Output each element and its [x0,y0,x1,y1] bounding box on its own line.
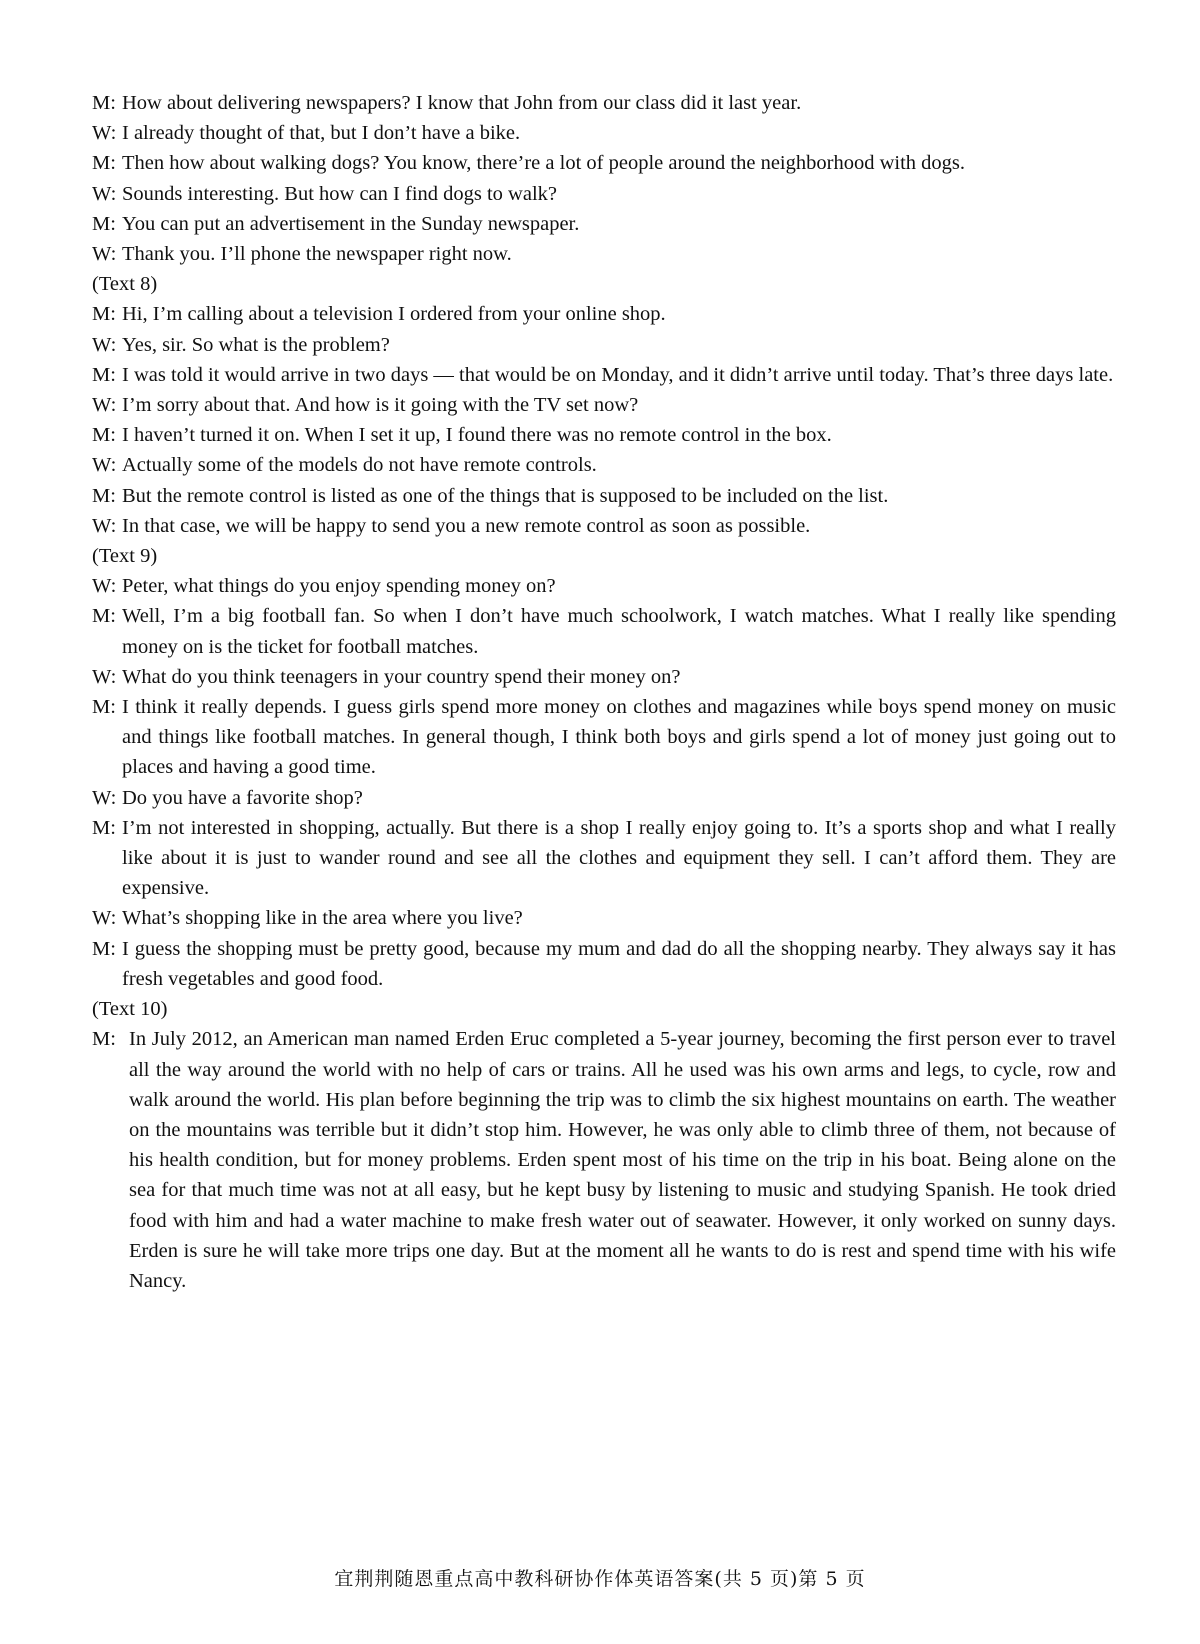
dialogue-line [92,783,1116,813]
speaker-label: W: [92,243,117,266]
dialogue-text: In that case, we will be happy to send you a new remote control as soon as possible. [122,514,811,537]
section-heading: (Text 10) [92,998,168,1021]
speaker-label: M: [92,816,116,839]
speaker-label: M: [92,92,116,114]
transcript [92,88,1116,1296]
speaker-label: M: [92,152,116,175]
dialogue-line [92,420,1116,450]
dialogue-text: Hi, I’m calling about a television I ordered from your online shop. [122,303,666,326]
dialogue-text: I’m not interested in shopping, actually. But there is a shop I really enjoy going to. It’s a sports shop and what I really like about it is just to wander round and see all the clothes and equipment they sell. I can’t afford them. They are expensive. [122,816,1116,900]
speaker-label: W: [92,454,117,477]
dialogue-text: Sounds interesting. But how can I find dogs to walk? [122,182,558,205]
dialogue-line [92,330,1116,360]
speaker-label: M: [92,363,116,386]
dialogue-text: I’m sorry about that. And how is it going with the TV set now? [122,394,639,417]
dialogue-text: Thank you. I’ll phone the newspaper right now. [122,243,512,266]
dialogue-text: Peter, what things do you enjoy spending money on? [122,575,556,598]
section-heading: (Text 9) [92,545,158,568]
dialogue-text: In July 2012, an American man named Erden Eruc completed a 5-year journey, becoming the first person ever to travel all the way around the world with no help of cars or trains. All he used was his own arms and legs, to cycle, row and walk around the world. His plan before beginning the trip was to climb the six highest mountains on earth. The weather on the mountains was terrible but it didn’t stop him. However, he was only able to climb three of them, not because of his health condition, but for money problems. Erden spent most of his time on the trip in his boat. Being alone on the sea for that much time was not at all easy, but he kept busy by listening to music and studying Spanish. He took dried food with him and had a water machine to make fresh water out of seawater. However, it only worked on sunny days. Erden is sure he will take more trips one day. But at the moment all he wants to do is rest and spend time with his wife Nancy. [129,1028,1116,1292]
dialogue-line [92,571,1116,601]
speaker-label: W: [92,665,117,688]
speaker-label: W: [92,514,117,537]
page-footer: 宜荆荆随恩重点高中教科研协作体英语答案(共 5 页)第 5 页 [334,1568,866,1590]
dialogue-line [92,209,1116,239]
dialogue-text: Yes, sir. So what is the problem? [122,333,390,356]
dialogue-text: But the remote control is listed as one of the things that is supposed to be included on the list. [122,484,889,507]
speaker-label: W: [92,907,117,930]
dialogue-line [92,662,1116,692]
speaker-label: M: [92,303,116,326]
dialogue-line [92,118,1116,148]
speaker-label: M: [92,212,116,235]
dialogue-text: I already thought of that, but I don’t have a bike. [122,122,521,145]
dialogue-text: Actually some of the models do not have remote controls. [122,454,597,477]
dialogue-text: How about delivering newspapers? I know that John from our class did it last year. [122,92,802,114]
dialogue-line [92,239,1116,269]
dialogue-text: Well, I’m a big football fan. So when I don’t have much schoolwork, I watch matches. What I really like spending money on is the ticket for football matches. [122,605,1116,658]
section-heading: (Text 8) [92,273,158,296]
speaker-label: M: [92,696,116,719]
dialogue-line [92,450,1116,480]
dialogue-line [92,601,1116,661]
dialogue-text: I was told it would arrive in two days — that would be on Monday, and it didn’t arrive until today. That’s three days late. [122,363,1114,386]
dialogue-line [92,88,1116,118]
dialogue-line [92,813,1116,904]
dialogue-line [92,148,1116,178]
speaker-label: W: [92,333,117,356]
speaker-label: W: [92,575,117,598]
dialogue-text: What’s shopping like in the area where you live? [122,907,523,930]
dialogue-line [92,481,1116,511]
dialogue-line [92,179,1116,209]
dialogue-line [92,692,1116,783]
dialogue-line [92,299,1116,329]
dialogue-text: I guess the shopping must be pretty good, because my mum and dad do all the shopping nearby. They always say it has fresh vegetables and good food. [122,937,1116,990]
dialogue-text: I think it really depends. I guess girls spend more money on clothes and magazines while boys spend money on music and things like football matches. In general though, I think both boys and girls spend a lot of money just going out to places and having a good time. [122,696,1116,779]
dialogue-line [92,903,1116,933]
speaker-label: M: [92,424,116,447]
dialogue-line [92,511,1116,541]
dialogue-text: I haven’t turned it on. When I set it up, I found there was no remote control in the box. [122,424,832,447]
dialogue-line [92,934,1116,994]
speaker-label: W: [92,122,117,145]
speaker-label: W: [92,182,117,205]
speaker-label: M: [92,484,116,507]
dialogue-text: What do you think teenagers in your country spend their money on? [122,665,681,688]
dialogue-line [92,360,1116,390]
speaker-label: M: [92,937,116,960]
speaker-label: M: [92,1028,116,1051]
dialogue-text: Do you have a favorite shop? [122,786,363,809]
dialogue-text: Then how about walking dogs? You know, there’re a lot of people around the neighborhood with dogs. [122,152,966,175]
dialogue-text: You can put an advertisement in the Sunday newspaper. [122,212,580,235]
speaker-label: M: [92,605,116,628]
speaker-label: W: [92,786,117,809]
dialogue-line [92,390,1116,420]
speaker-label: W: [92,394,117,417]
dialogue-line [92,1024,1116,1296]
